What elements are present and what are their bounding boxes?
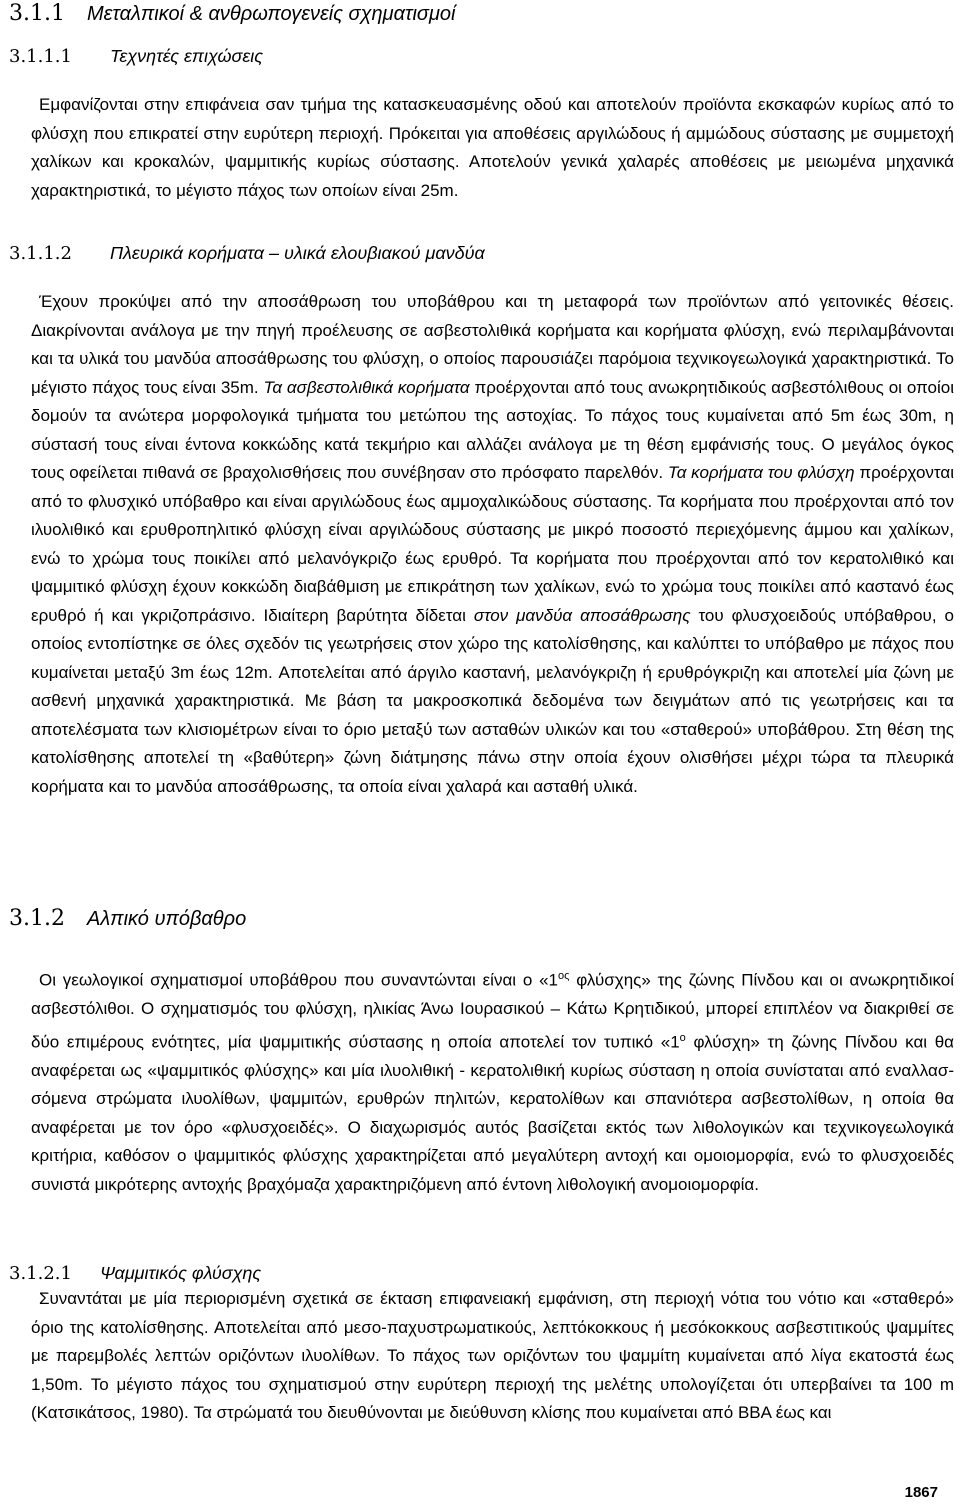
section-number: 3.1.1.1 — [9, 46, 72, 67]
section-heading-3-1-2-1 — [9, 1262, 261, 1285]
section-title: Αλπικό υπόβαθρο — [86, 908, 247, 930]
paragraph-text: του φλυσχοειδούς υπόβαθρου, ο οποίος εντοπίστηκε σε όλες σχεδόν τις γεωτρήσεις στον χώρο της κατολίσθησης, και καλύπτει το υπόβαθρο με πάχος που κυμαίνεται μεταξύ 3m έως 12m. Αποτελείται από άργιλο καστανή, μελανόγκριζη ή ερυθρόγκριζη και αποτελεί μία ζώνη με ασθενή μηχανικά χαρακτηριστικά. Με βάση τα μακροσκοπικά δεδομένα των δειγμάτων από τις γεωτρήσεις και τα αποτελέσματα των κλισιομέτρων είναι το όριο μεταξύ των ασταθών υλικών και του «σταθερού» υποβάθρου. Στη θέση της κατολίσθησης αποτελεί τη «βαθύτερη» ζώνη διάτμησης πάνω στην οποία έχουν ολισθήσει μέχρι τώρα τα πλευρικά κορήματα και το μανδύα αποσάθρωσης, τα οποία είναι χαλαρά και ασταθή υλικά. — [31, 605, 954, 796]
emphasis-text: Τα κορήματα του φλύσχη — [667, 463, 855, 482]
paragraph-alpine-bedrock — [31, 962, 954, 1199]
section-heading-3-1-1-2 — [9, 242, 485, 265]
section-title: Μεταλπικοί & ανθρωπογενείς σχηματισμοί — [86, 3, 456, 25]
paragraph-text: φλύσχη» τη ζώνης Πίνδου και θα αναφέρεται ως «ψαμμιτικός φλύσχης» και μία ιλυολιθική - κερατολιθική κυρίως σύσταση η οποία συνίσταται από εναλλασσόμενα στρώματα ιλυολίθων, ψαμμιτών, ερυθρών πηλιτών, κερατολίθων και σπανιότερα ασβεστολίθων, η οποία θα αναφέρεται με τον όρο «φλυσχοειδές». Ο διαχωρισμός αυτός βασίζεται εκτός των λιθολογικών και τεχνικογεωλογικά κριτήρια, καθόσον ο ψαμμιτικός φλύσχης χαρακτηρίζεται από μεγαλύτερη αντοχή και ομοιομορφία, ενώ το φλυσχοειδές συνιστά μικρότερης αντοχής βραχόμαζα χαρακτηριζόμενη από έντονη λιθολογική ανομοιομορφία. — [31, 1032, 954, 1194]
superscript: ο — [679, 1031, 686, 1044]
section-number: 3.1.2.1 — [9, 1263, 72, 1284]
section-title: Ψαμμιτικός φλύσχης — [99, 1263, 262, 1283]
section-heading-3-1-2 — [9, 905, 246, 932]
paragraph-text: Εμφανίζονται στην επιφάνεια σαν τμήμα της κατασκευασμένης οδού και αποτελούν προϊόντα εκσκαφών κυρίως από το φλύσχη που επικρατεί στην ευρύτερη περιοχή. Πρόκειται για αποθέσεις αργιλώδους ή αμμώδους σύστασης με συμμετοχή χαλίκων και κροκαλών, ψαμμιτικής κυρίως σύστασης. Αποτελούν γενικά χαλαρές αποθέσεις με μειωμένα μηχανικά χαρακτηριστικά, το μέγιστο πάχος των οποίων είναι 25m. — [31, 95, 954, 200]
section-number: 3.1.1.2 — [9, 243, 72, 264]
page-number: 1867 — [904, 1484, 938, 1501]
section-title: Τεχνητές επιχώσεις — [109, 46, 264, 66]
paragraph-text: φλύσχης» της ζώνης Πίνδου και οι ανωκρητιδικοί ασβεστόλιθοι. Ο σχηματισμός του φλύσχη, ηλικίας Άνω Ιουρασικού – Κάτω Κρητιδικού, μπορεί επιπλέον να διακριθεί σε δύο επιμέρους ενότητες, μία ψαμμιτικής σύστασης η οποία αποτελεί τον τυπικό «1 — [31, 970, 954, 1052]
section-title: Πλευρικά κορήματα – υλικά ελουβιακού μανδύα — [109, 243, 485, 263]
paragraph-text: Συναντάται με μία περιορισμένη σχετικά σε έκταση επιφανειακή εμφάνιση, στη περιοχή νότια του νότιο και «σταθερό» όριο της κατολίσθησης. Αποτελείται από μεσο-παχυστρωματικούς, λεπτόκοκκους ή μεσόκοκκους ασβεστιτικούς ψαμμίτες με παρεμβολές λεπτών οριζόντων ιλυολίθων. Το πάχος των οριζόντων του ψαμμίτη κυμαίνεται από λίγα εκατοστά έως 1,50m. Το μέγιστο πάχος του σχηματισμού στην ευρύτερη περιοχή της μελέτης υπολογίζεται ότι υπερβαίνει τα 100 m (Κατσικάτσος, 1980). Τα στρώματά του διευθύνονται με διεύθυνση κλίσης που κυμαίνεται από ΒΒΑ έως και — [31, 1289, 954, 1422]
paragraph-text: Έχουν προκύψει από την αποσάθρωση του υποβάθρου και τη μεταφορά των προϊόντων από γειτονικές θέσεις. Διακρίνονται ανάλογα με την πηγή προέλευσης σε ασβεστολιθικά κορήματα και κορήματα φλύσχη, ενώ περιλαμβάνονται και τα υλικά του μανδύα αποσάθρωσης του φλύσχη, ο οποίος παρουσιάζει παρόμοια τεχνικογεωλογικά χαρακτηριστικά. Το μέγιστο πάχος τους είναι 35m. — [31, 292, 954, 397]
section-number: 3.1.1 — [9, 1, 65, 26]
section-heading-3-1-1-1 — [9, 45, 263, 68]
emphasis-text: στον μανδύα αποσάθρωσης — [473, 605, 691, 625]
emphasis-text: Τα ασβεστολιθικά κορήματα — [263, 377, 470, 397]
paragraph-sandstone-flysch — [31, 1285, 954, 1428]
paragraph-artificial-fills — [31, 91, 954, 205]
paragraph-text: προέρχονται από το φλυσχικό υπόβαθρο και είναι αργιλώδους έως αμμοχαλικώδους σύστασης. Τα κορήματα που προέρχονται από τον ιλυολιθικό και ερυθροπηλιτικό φλύσχη είναι αργιλώδους σύστασης με μικρό ποσοστό περιεχόμενης άμμου και χαλίκων, ενώ το χρώμα τους ποικίλει από μελανόγκριζο έως ερυθρό. Τα κορήματα που προέρχονται από τον κερατολιθικό και ψαμμιτικό φλύσχη έχουν κοκκώδη διαβάθμιση με επικράτηση των χαλίκων, ενώ το χρώμα τους ποικίλει από καστανό έως ερυθρό ή και γκριζοπράσινο. Ιδιαίτερη βαρύτητα δίδεται — [31, 463, 955, 625]
paragraph-scree-deposits — [31, 288, 954, 801]
section-heading-3-1-1 — [9, 0, 455, 27]
section-number: 3.1.2 — [9, 906, 65, 931]
paragraph-text: προέρχονται από τους ανωκρητιδικούς ασβεστόλιθους οι οποίοι δομούν τα ανώτερα μορφολογικά τμήματα του μετώπου της αστοχίας. Το πάχος τους κυμαίνεται από 5m έως 30m, η σύστασή τους είναι έντονα κοκκώδης κατά τεκμήριο και αλλάζει ανάλογα με τη θέση εμφάνισής τους. Ο μεγάλος όγκος τους οφείλεται πιθανά σε βραχολισθήσεις που συνέβησαν στο πρόσφατο παρελθόν. — [31, 377, 954, 482]
paragraph-text: Οι γεωλογικοί σχηματισμοί υποβάθρου που συναντώνται είναι ο «1 — [39, 970, 558, 990]
superscript: ος — [558, 970, 570, 982]
